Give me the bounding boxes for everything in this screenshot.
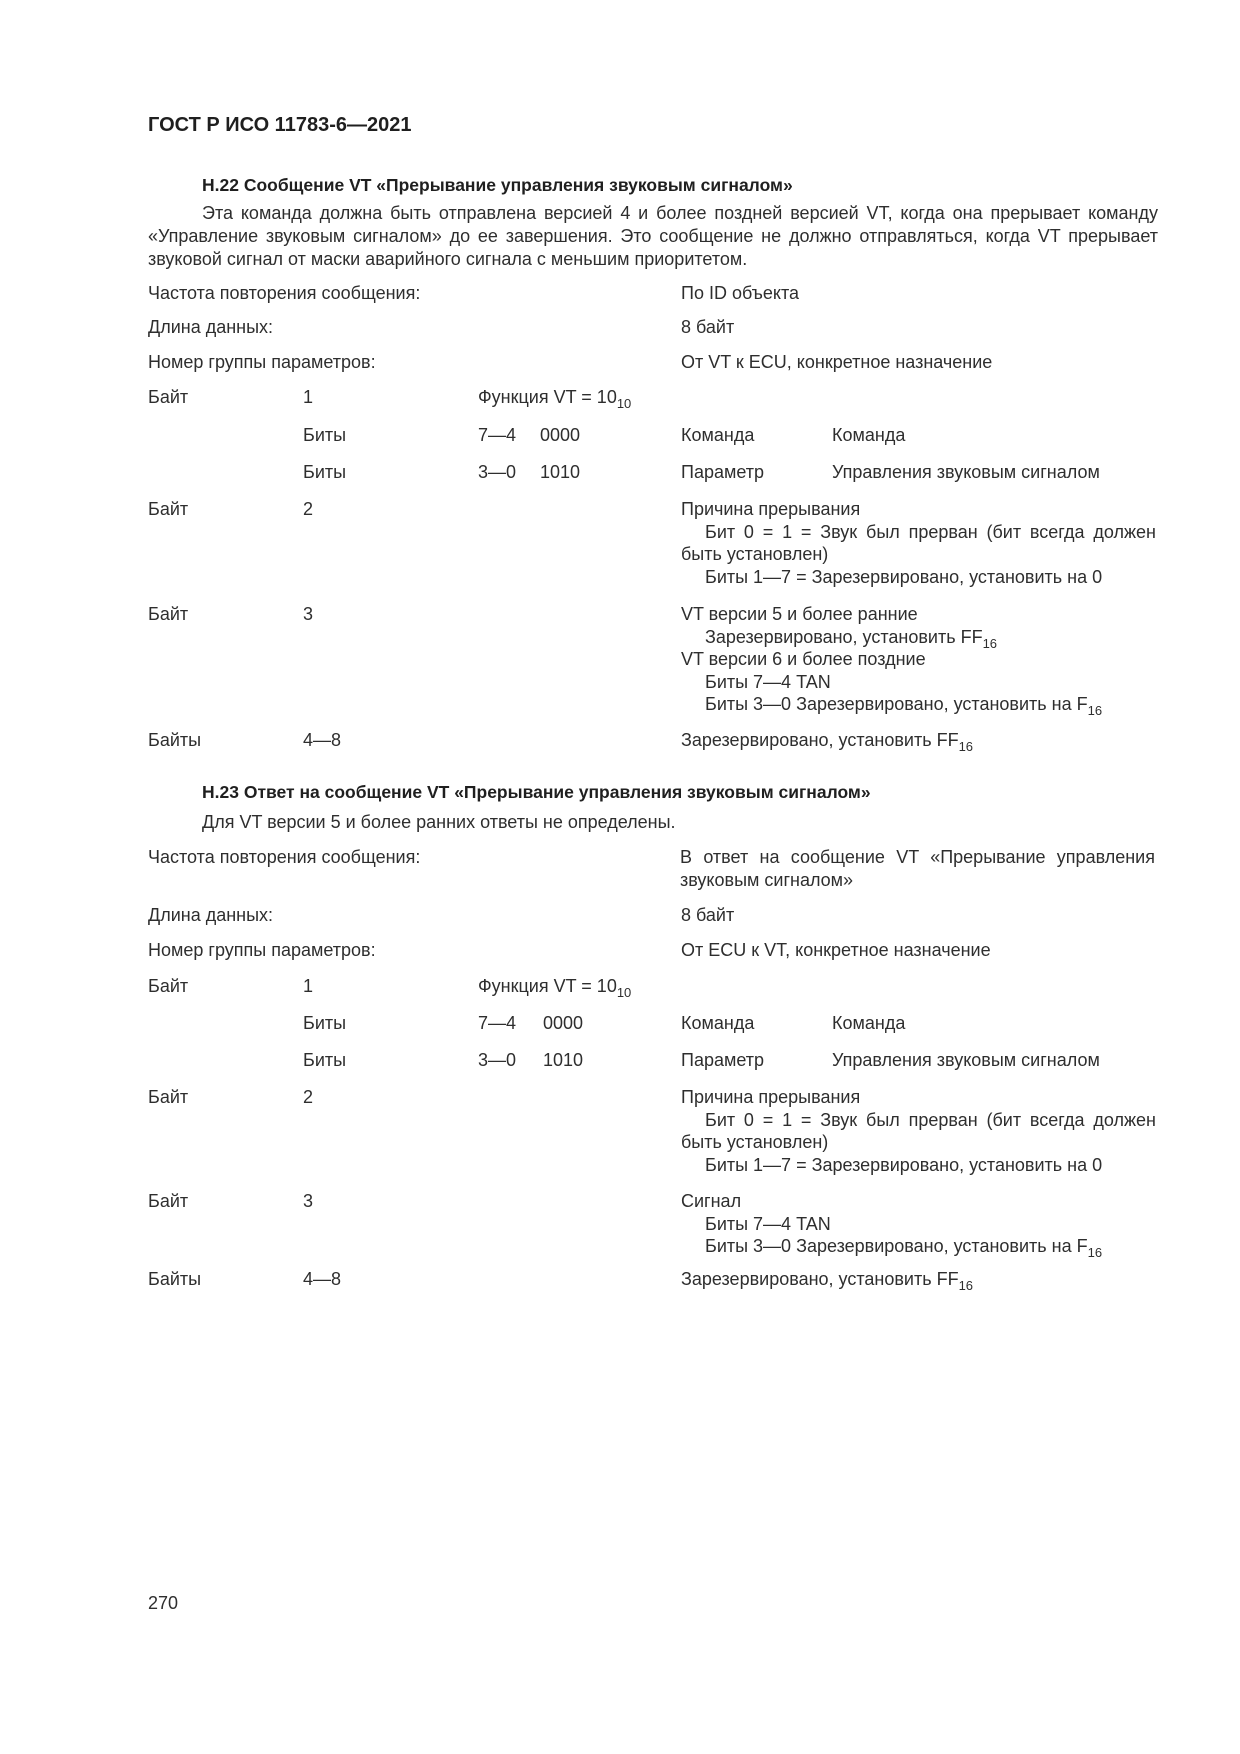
h22-byte2-number: 2 (303, 499, 314, 519)
h22-rate-value: По ID объекта (681, 283, 800, 303)
h22-bytes48-label: Байты (148, 730, 202, 750)
h23-byte3-label: Байт (148, 1191, 189, 1211)
section-h22-intro: Эта команда должна быть отправлена версией 4 и более поздней версией VT, когда она прерывает команду «Управление звуковым сигналом» до ее завершения. Это сообщение не должно отправляться, когда VT прерывает звуковой сигнал от маски аварийного сигнала с меньшим приоритетом. (148, 203, 1158, 269)
h23-rate-value: В ответ на сообщение VT «Прерывание управления звуковым сигналом» (680, 847, 1155, 890)
h22-length-row (0, 316, 1240, 342)
h22-pgn-row (0, 351, 1240, 377)
h23-byte2-label: Байт (148, 1087, 189, 1107)
h22-bits-b-range: 3—0 (478, 462, 517, 482)
h22-bytes48-value: Зарезервировано, установить $FF_{16}$ (681, 730, 974, 754)
h23-byte1-function: Функция VT = $10_{10}$ (478, 976, 632, 1000)
h22-bytes48-number: 4—8 (303, 730, 342, 750)
h23-byte1-row (0, 975, 1240, 1001)
h23-byte2-title: Причина прерывания (681, 1087, 861, 1107)
h22-rate-label: Частота повторения сообщения: (148, 283, 421, 303)
h23-rate-label: Частота повторения сообщения: (148, 847, 421, 867)
h22-byte1-function: Функция VT = $10_{10}$ (478, 387, 632, 411)
h23-pgn-value: От ECU к VT, конкретное назначение (681, 940, 991, 960)
h23-bits-a-label: Биты (303, 1013, 347, 1033)
page-number: 270 (148, 1593, 179, 1613)
h22-byte3-number: 3 (303, 604, 314, 624)
h22-byte2-label: Байт (148, 499, 189, 519)
h22-byte2-line1: Бит 0 = 1 = Звук был прерван (бит всегда должен быть установлен) (681, 521, 1156, 564)
h22-length-value: 8 байт (681, 317, 735, 337)
h23-bits-a-range: 7—4 (478, 1013, 517, 1033)
document-header: ГОСТ Р ИСО 11783-6—2021 (148, 114, 412, 136)
h23-byte1-label: Байт (148, 976, 189, 996)
h23-bits-b-key: Параметр (681, 1050, 765, 1070)
h22-byte2-desc (681, 498, 1156, 588)
h23-length-row (0, 904, 1240, 930)
h22-bits-a-range: 7—4 (478, 425, 517, 445)
h22-byte2-line2: Биты 1—7 = Зарезервировано, установить на 0 (705, 566, 1103, 587)
h22-bits-b-key: Параметр (681, 462, 765, 482)
h23-byte3-line3: Биты 3—0 Зарезервировано, установить на $F_{16}$ (705, 1236, 1103, 1260)
h23-bytes48-label: Байты (148, 1269, 202, 1289)
h23-byte3-line1: Сигнал (681, 1191, 742, 1211)
h23-bits-a-value: 0000 (543, 1013, 584, 1033)
h22-length-label: Длина данных: (148, 317, 274, 337)
h23-bytes48-number: 4—8 (303, 1269, 342, 1289)
h23-bits-a-desc: Команда (832, 1013, 906, 1033)
h23-pgn-label: Номер группы параметров: (148, 940, 376, 960)
h22-byte3-line2: Зарезервировано, установить $FF_{16}$ (705, 626, 998, 651)
h22-bytes48-row (0, 729, 1240, 755)
h22-byte3-desc (681, 603, 1156, 716)
h23-length-label: Длина данных: (148, 905, 274, 925)
h22-bits-b-row (0, 461, 1240, 487)
h22-byte1-row (0, 386, 1240, 412)
h22-byte3-line1: VT версии 5 и более ранние (681, 604, 918, 624)
h23-bits-b-row (0, 1049, 1240, 1075)
h22-bits-b-value: 1010 (540, 462, 581, 482)
h22-bits-b-desc: Управления звуковым сигналом (832, 462, 1100, 482)
h23-byte2-number: 2 (303, 1087, 314, 1107)
h23-byte2-desc (681, 1086, 1156, 1176)
h23-bits-b-range: 3—0 (478, 1050, 517, 1070)
h22-byte3-line4: Биты 7—4 TAN (705, 671, 831, 692)
h22-pgn-value: От VT к ECU, конкретное назначение (681, 352, 993, 372)
h22-bits-a-desc: Команда (832, 425, 906, 445)
h22-bits-a-row (0, 424, 1240, 450)
h22-bits-a-key: Команда (681, 425, 755, 445)
h23-byte2-line2: Биты 1—7 = Зарезервировано, установить на 0 (705, 1154, 1103, 1175)
section-h23-intro: Для VT версии 5 и более ранних ответы не определены. (202, 812, 676, 832)
h23-byte3-number: 3 (303, 1191, 314, 1211)
h23-length-value: 8 байт (681, 905, 735, 925)
h23-bits-a-key: Команда (681, 1013, 755, 1033)
section-h23-title: H.23 Ответ на сообщение VT «Прерывание управления звуковым сигналом» (202, 782, 871, 802)
h23-pgn-row (0, 939, 1240, 965)
h23-byte2-line1: Бит 0 = 1 = Звук был прерван (бит всегда должен быть установлен) (681, 1109, 1156, 1152)
h22-bits-a-label: Биты (303, 425, 347, 445)
section-h22-title: H.22 Сообщение VT «Прерывание управления звуковым сигналом» (202, 175, 793, 195)
h22-rate-row (0, 282, 1240, 308)
h22-pgn-label: Номер группы параметров: (148, 352, 376, 372)
h23-bits-b-value: 1010 (543, 1050, 584, 1070)
h23-byte3-line2: Биты 7—4 TAN (705, 1213, 831, 1234)
h22-byte2-title: Причина прерывания (681, 499, 861, 519)
h23-bytes48-row (0, 1268, 1240, 1294)
h22-byte1-number: 1 (303, 387, 314, 407)
h23-byte3-desc (681, 1190, 1156, 1258)
h23-byte1-number: 1 (303, 976, 314, 996)
h22-bits-a-value: 0000 (540, 425, 581, 445)
h23-bytes48-value: Зарезервировано, установить $FF_{16}$ (681, 1269, 974, 1293)
h22-byte3-line3: VT версии 6 и более поздние (681, 649, 926, 669)
h22-byte3-line5: Биты 3—0 Зарезервировано, установить на $F_{16}$ (705, 694, 1103, 718)
h23-bits-b-desc: Управления звуковым сигналом (832, 1050, 1100, 1070)
h22-byte1-label: Байт (148, 387, 189, 407)
h22-byte3-label: Байт (148, 604, 189, 624)
h23-bits-a-row (0, 1012, 1240, 1038)
h22-bits-b-label: Биты (303, 462, 347, 482)
h23-bits-b-label: Биты (303, 1050, 347, 1070)
